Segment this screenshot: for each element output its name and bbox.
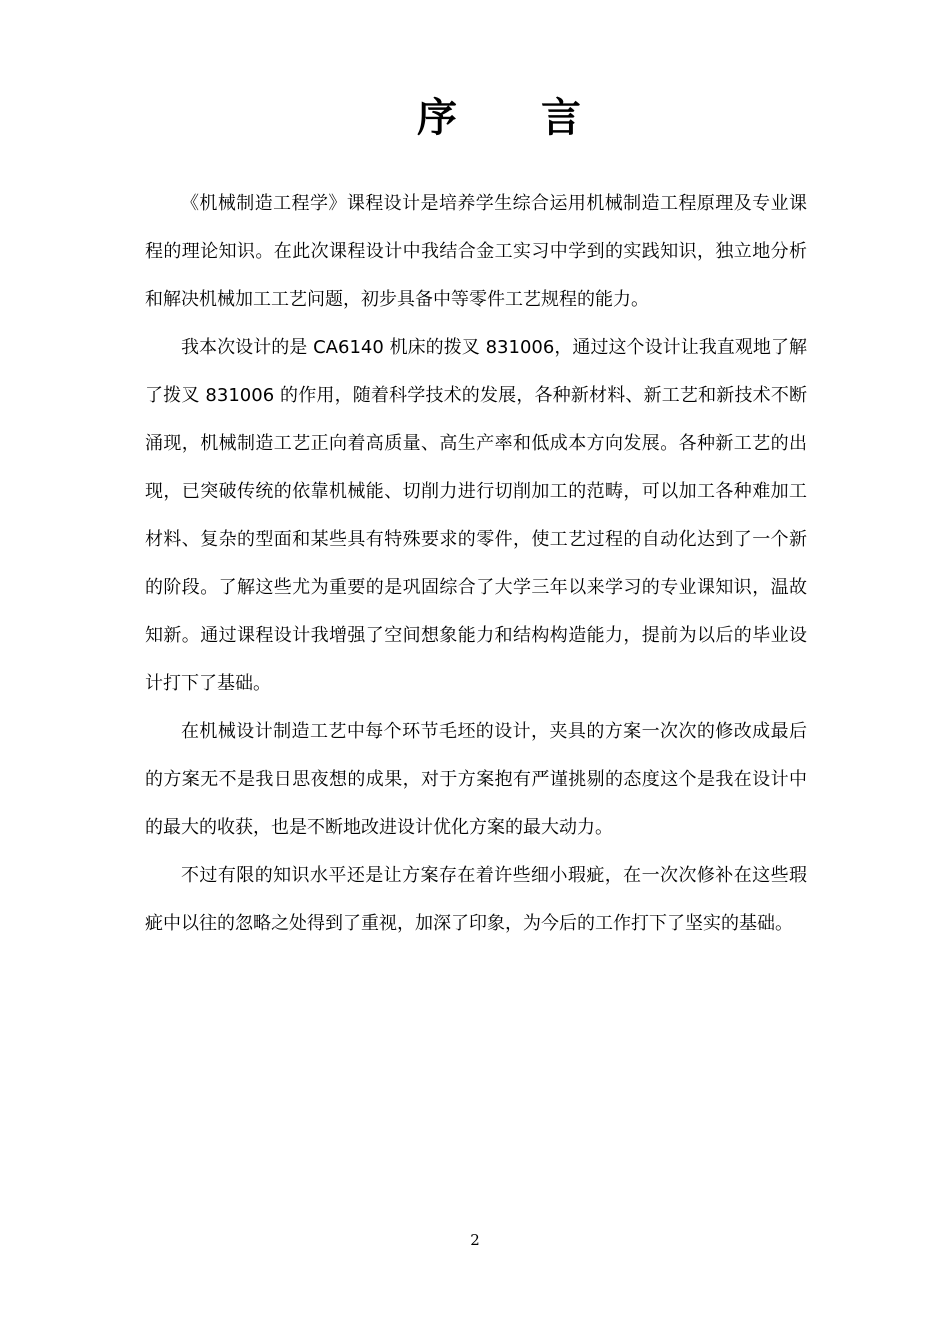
paragraph: 《机械制造工程学》课程设计是培养学生综合运用机械制造工程原理及专业课程的理论知识。在此次课程设计中我结合金工实习中学到的实践知识，独立地分析和解决机械加工工艺问题，初步具备中等零件工艺规程的能力。: [145, 193, 807, 310]
paragraph: 我本次设计的是 CA6140 机床的拨叉 831006，通过这个设计让我直观地了解了拨叉 831006 的作用，随着科学技术的发展，各种新材料、新工艺和新技术不断涌现，机械制造工艺正向着高质量、高生产率和低成本方向发展。各种新工艺的出现，已突破传统的依靠机械能、切削力进行切削加工的范畴，可以加工各种难加工材料、复杂的型面和某些具有特殊要求的零件，使工艺过程的自动化达到了一个新的阶段。了解这些尤为重要的是巩固综合了大学三年以来学习的专业课知识，温故知新。通过课程设计我增强了空间想象能力和结构构造能力，提前为以后的毕业设计打下了基础。: [145, 337, 807, 694]
page-title: [0, 88, 950, 148]
paragraph: 在机械设计制造工艺中每个环节毛坯的设计，夹具的方案一次次的修改成最后的方案无不是我日思夜想的成果，对于方案抱有严谨挑剔的态度这个是我在设计中的最大的收获，也是不断地改进设计优化方案的最大动力。: [145, 721, 807, 838]
preface-body: [145, 180, 807, 948]
title-char-second: 言: [541, 95, 583, 141]
page-number: 2: [470, 1231, 480, 1249]
paragraph: 不过有限的知识水平还是让方案存在着许些细小瑕疵，在一次次修补在这些瑕疵中以往的忽略之处得到了重视，加深了印象，为今后的工作打下了坚实的基础。: [145, 865, 807, 934]
title-char-first: 序: [417, 95, 459, 141]
